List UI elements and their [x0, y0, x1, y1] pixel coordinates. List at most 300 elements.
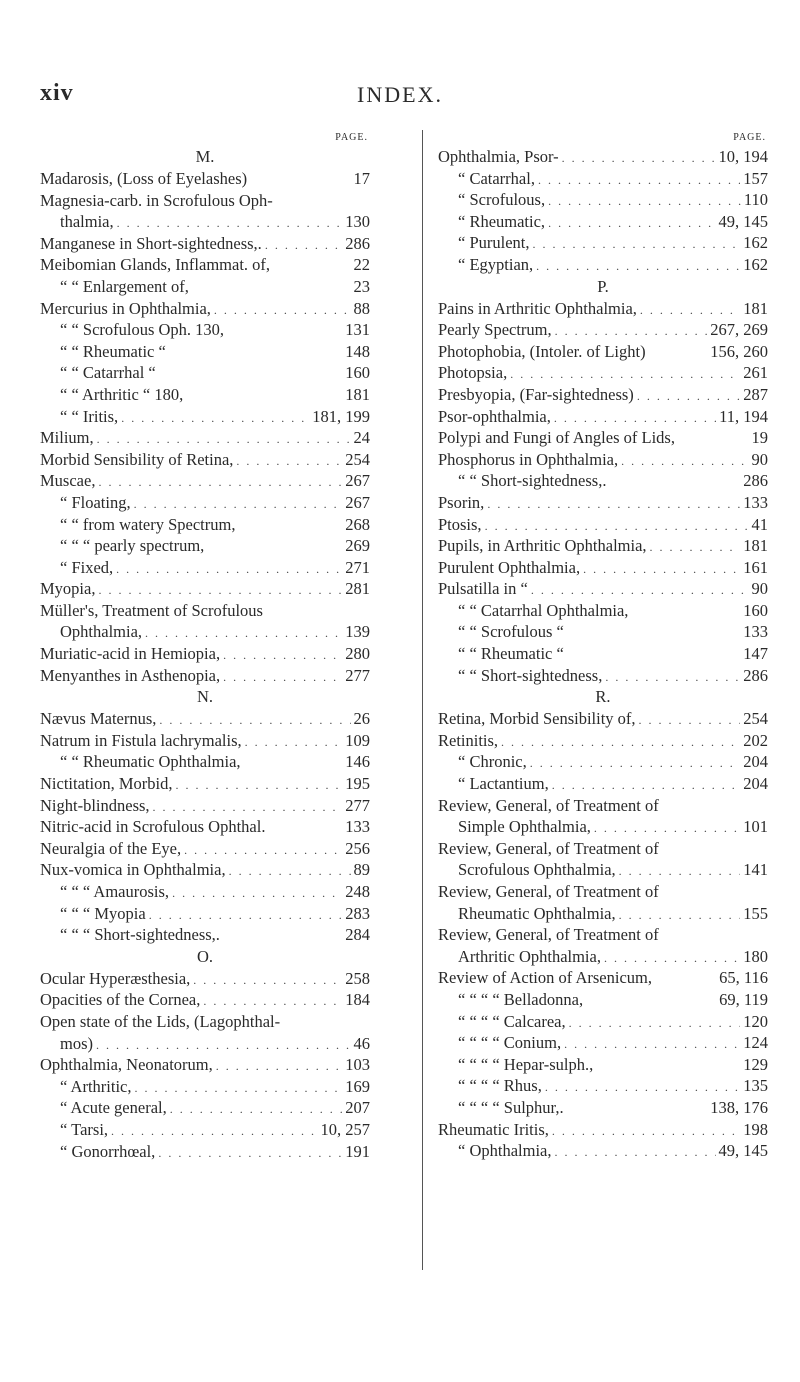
entry-title: Pupils, in Arthritic Ophthalmia,	[438, 536, 647, 556]
dot-leader	[621, 451, 748, 473]
page-reference: 129	[743, 1054, 768, 1074]
index-entry	[40, 254, 370, 276]
page-reference: 139	[345, 622, 370, 642]
entry-title: Phosphorus in Ophthalmia,	[438, 449, 619, 469]
page-reference: 204	[743, 752, 768, 772]
index-entry	[438, 903, 768, 925]
entry-title: “ “ Enlargement of,	[60, 276, 189, 296]
index-entry	[40, 535, 370, 557]
page-reference: 10, 257	[320, 1119, 370, 1139]
entry-title: “ “ “ Amaurosis,	[60, 882, 170, 901]
entry-title: “ “ Scrofulous Oph. 130,	[60, 320, 225, 340]
index-entry	[438, 1075, 768, 1097]
index-entry	[40, 838, 370, 860]
page-reference: 286	[743, 665, 768, 685]
entry-title: “ “ Short-sightedness,.	[458, 471, 607, 491]
entry-title: Ophthalmia,	[60, 622, 143, 642]
index-entry	[40, 557, 370, 579]
entry-title: Polypi and Fungi of Angles of Lids,	[438, 428, 675, 448]
page-reference: 19	[751, 428, 768, 448]
entry-title: “ “ Scrofulous “	[458, 622, 564, 642]
index-entry	[40, 492, 370, 514]
entry-title: Review, General, of Treatment of	[438, 838, 659, 858]
page-reference: 191	[345, 1141, 370, 1161]
entry-title: “ Rheumatic,	[458, 211, 546, 231]
index-entry	[438, 254, 768, 276]
entry-title: Pearly Spectrum,	[438, 320, 552, 340]
index-entry	[438, 643, 768, 665]
index-entry	[438, 1119, 768, 1141]
section-letter: R.	[595, 687, 611, 707]
index-entry	[40, 168, 370, 190]
dot-leader	[214, 300, 351, 322]
index-entry	[438, 146, 768, 168]
index-entry	[40, 621, 370, 643]
entry-title: “ “ Catarrhal “	[60, 363, 156, 383]
index-entry	[438, 989, 768, 1011]
page-reference: 277	[345, 795, 370, 815]
page-reference: 181	[345, 384, 370, 404]
index-entry	[40, 190, 370, 212]
entry-title: “ Catarrhal,	[458, 168, 535, 188]
page-reference: 271	[345, 557, 370, 577]
dot-leader	[265, 235, 342, 257]
entry-title: Mercurius in Ophthalmia,	[40, 298, 211, 318]
entry-title: Photopsia,	[438, 363, 508, 383]
page-reference: 184	[345, 990, 370, 1010]
entry-title: Pulsatilla in “	[438, 579, 528, 599]
page-reference: 103	[345, 1055, 370, 1075]
entry-title: Neuralgia of the Eye,	[40, 838, 182, 858]
index-entry	[438, 1140, 768, 1162]
dot-leader	[510, 364, 740, 386]
dot-leader	[545, 1077, 740, 1099]
dot-leader	[562, 148, 716, 170]
index-entry	[40, 276, 370, 298]
entry-title: Presbyopia, (Far-sightedness)	[438, 384, 634, 404]
entry-title: “ “ “ Myopia	[60, 903, 146, 923]
index-entry	[40, 449, 370, 471]
index-entry	[40, 730, 370, 752]
entry-title: Purulent Ophthalmia,	[438, 557, 581, 577]
dot-leader	[145, 623, 342, 645]
index-entry	[438, 967, 768, 989]
page-reference: 280	[345, 644, 370, 664]
dot-leader	[552, 1121, 740, 1143]
dot-leader	[158, 1143, 342, 1165]
entry-title: Rheumatic Ophthalmia,	[458, 903, 616, 923]
entry-title: “ “ “ pearly spectrum,	[60, 536, 205, 556]
dot-leader	[555, 321, 708, 343]
index-entry	[438, 427, 768, 449]
entry-title: “ “ Arthritic “ 180,	[60, 384, 184, 404]
column-divider	[422, 130, 423, 1270]
index-entry	[438, 298, 768, 320]
entry-title: Nitric-acid in Scrofulous Ophthal.	[40, 817, 266, 837]
index-entry	[40, 578, 370, 600]
page-reference: 162	[743, 233, 768, 253]
section-letter: M.	[195, 147, 215, 166]
index-entry	[438, 232, 768, 254]
dot-leader	[236, 451, 342, 473]
entry-title: Myopia,	[40, 579, 96, 599]
index-entry	[438, 816, 768, 838]
page-reference: 269	[345, 536, 370, 556]
dot-leader	[175, 775, 342, 797]
dot-leader	[487, 494, 740, 516]
dot-leader	[485, 516, 749, 538]
entry-title: “ “ “ “ Calcarea,	[458, 1011, 566, 1031]
page-column-heading: PAGE.	[335, 132, 368, 143]
index-entry	[438, 470, 768, 492]
page-reference: 69, 119	[719, 989, 768, 1009]
page-reference: 195	[345, 774, 370, 794]
page-reference: 268	[345, 514, 370, 534]
entry-title: “ Ophthalmia,	[458, 1141, 552, 1161]
entry-title: “ Gonorrhœal,	[60, 1141, 156, 1161]
entry-title: Photophobia, (Intoler. of Light)	[438, 341, 646, 361]
page-reference: 286	[345, 233, 370, 253]
page-reference: 130	[345, 212, 370, 232]
index-entry	[438, 859, 768, 881]
page-reference: 181, 199	[312, 406, 370, 426]
dot-leader	[153, 797, 343, 819]
index-entry	[438, 319, 768, 341]
page-number: xiv	[40, 80, 74, 106]
entry-title: “ Arthritic,	[60, 1076, 132, 1096]
dot-leader	[650, 537, 741, 559]
dot-leader	[554, 408, 716, 430]
page-reference: 120	[743, 1011, 768, 1031]
dot-leader	[554, 1142, 715, 1164]
dot-leader	[583, 559, 740, 581]
index-entry	[438, 557, 768, 579]
index-entry	[40, 1054, 370, 1076]
dot-leader	[530, 753, 741, 775]
page-reference: 162	[743, 254, 768, 274]
entry-title: “ “ Rheumatic Ophthalmia,	[60, 752, 241, 772]
entry-title: “ Purulent,	[458, 233, 530, 253]
dot-leader	[531, 580, 749, 602]
index-entry	[438, 211, 768, 233]
page-reference: 11, 194	[719, 406, 768, 426]
page-reference: 181	[743, 536, 768, 556]
page-reference: 26	[353, 709, 370, 729]
page-reference: 141	[743, 860, 768, 880]
page-reference: 49, 145	[718, 1141, 768, 1161]
page-column-heading: PAGE.	[733, 132, 766, 143]
index-entry	[40, 968, 370, 990]
page-reference: 148	[345, 341, 370, 361]
index-entry	[438, 384, 768, 406]
page-reference: 254	[345, 449, 370, 469]
entry-title: Manganese in Short-sightedness,.	[40, 233, 262, 253]
entry-title: “ “ Rheumatic “	[60, 341, 166, 361]
dot-leader	[533, 234, 741, 256]
entry-title: Retinitis,	[438, 730, 499, 750]
page-reference: 133	[743, 492, 768, 512]
index-entry	[438, 535, 768, 557]
index-entry	[40, 211, 370, 233]
page-reference: 180	[743, 946, 768, 966]
index-entry	[438, 189, 768, 211]
dot-leader	[548, 191, 741, 213]
dot-leader	[97, 429, 351, 451]
page-reference: 23	[353, 276, 370, 296]
dot-leader	[216, 1056, 342, 1078]
index-entry	[40, 427, 370, 449]
page-reference: 101	[743, 817, 768, 837]
index-entry	[40, 406, 370, 428]
entry-title: Arthritic Ophthalmia,	[458, 946, 601, 966]
index-entry	[438, 449, 768, 471]
index-entry	[438, 1054, 768, 1076]
index-entry	[438, 1032, 768, 1054]
dot-leader	[605, 667, 740, 689]
entry-title: Review, General, of Treatment of	[438, 795, 659, 815]
entry-title: Opacities of the Cornea,	[40, 990, 201, 1010]
page-reference: 267	[345, 471, 370, 491]
dot-leader	[184, 840, 342, 862]
entry-title: Menyanthes in Asthenopia,	[40, 665, 221, 685]
entry-title: Müller's, Treatment of Scrofulous	[40, 600, 263, 620]
page-reference: 287	[743, 384, 768, 404]
dot-leader	[604, 948, 740, 970]
entry-title: Morbid Sensibility of Retina,	[40, 449, 234, 469]
entry-title: mos)	[60, 1033, 93, 1053]
index-entry	[40, 1011, 370, 1033]
index-entry	[40, 859, 370, 881]
entry-title: Ocular Hyperæsthesia,	[40, 968, 191, 988]
index-entry	[40, 298, 370, 320]
index-entry	[438, 1011, 768, 1033]
index-entry	[438, 838, 768, 860]
section-letter: P.	[597, 276, 609, 296]
entry-title: Milium,	[40, 428, 94, 448]
page-reference: 24	[353, 428, 370, 448]
page-reference: 124	[743, 1033, 768, 1053]
page-reference: 10, 194	[718, 147, 768, 166]
index-entry	[438, 946, 768, 968]
dot-leader	[640, 300, 740, 322]
dot-leader	[98, 472, 342, 494]
dot-leader	[134, 494, 343, 516]
page-reference: 254	[743, 709, 768, 729]
entry-title: “ “ Iritis,	[60, 406, 119, 426]
index-entry	[40, 319, 370, 341]
entry-title: Retina, Morbid Sensibility of,	[438, 709, 636, 729]
entry-title: Open state of the Lids, (Lagophthal-	[40, 1011, 281, 1031]
entry-title: “ Chronic,	[458, 752, 527, 772]
index-entry	[438, 708, 768, 730]
entry-title: “ “ “ “ Sulphur,.	[458, 1097, 564, 1117]
page-reference: 157	[743, 168, 768, 188]
page-reference: 281	[345, 579, 370, 599]
page-reference: 110	[743, 190, 768, 210]
entry-title: “ Egyptian,	[458, 254, 534, 274]
entry-title: “ Floating,	[60, 492, 131, 512]
index-entry	[40, 989, 370, 1011]
page-reference: 90	[751, 449, 768, 469]
index-entry	[40, 795, 370, 817]
page-reference: 89	[353, 860, 370, 880]
page-reference: 135	[743, 1076, 768, 1096]
entry-title: “ “ “ “ Hepar-sulph.,	[458, 1054, 594, 1074]
dot-leader	[223, 667, 342, 689]
entry-title: “ “ “ “ Conium,	[458, 1033, 562, 1053]
page-reference: 46	[353, 1033, 370, 1053]
entry-title: “ Fixed,	[60, 557, 114, 577]
index-entry	[438, 341, 768, 363]
index-entry	[40, 773, 370, 795]
index-entry	[40, 384, 370, 406]
page-reference: 109	[345, 730, 370, 750]
index-entry	[438, 168, 768, 190]
dot-leader	[203, 991, 342, 1013]
index-entry	[40, 1076, 370, 1098]
page-reference: 90	[751, 579, 768, 599]
index-entry	[40, 1097, 370, 1119]
index-entry	[438, 362, 768, 384]
dot-leader	[96, 1035, 351, 1057]
entry-title: Night-blindness,	[40, 795, 150, 815]
dot-leader	[149, 905, 343, 927]
index-entry	[438, 730, 768, 752]
dot-leader	[116, 559, 342, 581]
entry-title: “ “ from watery Spectrum,	[60, 514, 236, 534]
index-entry	[40, 708, 370, 730]
dot-leader	[229, 861, 351, 883]
entry-title: “ “ “ “ Rhus,	[458, 1076, 542, 1096]
entry-title: Muscae,	[40, 471, 96, 491]
dot-leader	[159, 710, 350, 732]
dot-leader	[538, 170, 740, 192]
page-reference: 160	[743, 600, 768, 620]
dot-leader	[569, 1013, 741, 1035]
entry-title: “ “ Catarrhal Ophthalmia,	[458, 600, 629, 620]
dot-leader	[223, 645, 342, 667]
index-entry	[438, 881, 768, 903]
dot-leader	[639, 710, 741, 732]
index-entry	[438, 665, 768, 687]
index-entry	[40, 1141, 370, 1163]
index-entry	[40, 233, 370, 255]
index-entry	[438, 600, 768, 622]
entry-title: Scrofulous Ophthalmia,	[458, 860, 616, 880]
right-column	[438, 130, 768, 1162]
page-reference: 207	[345, 1098, 370, 1118]
entry-title: Review, General, of Treatment of	[438, 882, 659, 901]
index-entry	[40, 514, 370, 536]
entry-title: Meibomian Glands, Inflammat. of,	[40, 255, 271, 275]
index-entry	[438, 773, 768, 795]
page-reference: 284	[345, 925, 370, 945]
page-reference: 131	[345, 320, 370, 340]
index-entry	[40, 816, 370, 838]
page-reference: 65, 116	[719, 968, 768, 988]
index-entry	[40, 1033, 370, 1055]
page-reference: 156, 260	[710, 341, 768, 361]
index-entry	[40, 924, 370, 946]
index-entry	[40, 665, 370, 687]
entry-title: Natrum in Fistula lachrymalis,	[40, 730, 242, 750]
entry-title: Magnesia-carb. in Scrofulous Oph-	[40, 190, 273, 210]
page-reference: 41	[751, 514, 768, 534]
page-reference: 22	[353, 255, 370, 275]
index-entry	[438, 1097, 768, 1119]
dot-leader	[172, 883, 342, 905]
entry-title: thalmia,	[60, 212, 114, 232]
entry-title: Nictitation, Morbid,	[40, 774, 173, 794]
dot-leader	[117, 213, 343, 235]
dot-leader	[121, 408, 309, 430]
page-reference: 267, 269	[710, 320, 768, 340]
entry-title: Psor-ophthalmia,	[438, 406, 551, 426]
dot-leader	[111, 1121, 317, 1143]
entry-title: Review, General, of Treatment of	[438, 925, 659, 945]
index-entry	[438, 621, 768, 643]
index-entry	[40, 1119, 370, 1141]
page-reference: 256	[345, 838, 370, 858]
page-reference: 160	[345, 363, 370, 383]
page-reference: 88	[353, 298, 370, 318]
index-entry	[40, 362, 370, 384]
dot-leader	[637, 386, 740, 408]
entry-title: Muriatic-acid in Hemiopia,	[40, 644, 221, 664]
dot-leader	[98, 580, 342, 602]
entry-title: Simple Ophthalmia,	[458, 817, 591, 837]
dot-leader	[134, 1078, 342, 1100]
page-reference: 169	[345, 1076, 370, 1096]
entry-title: “ “ Rheumatic “	[458, 644, 564, 664]
entry-title: “ “ “ “ Belladonna,	[458, 989, 584, 1009]
page-reference: 204	[743, 774, 768, 794]
dot-leader	[170, 1099, 343, 1121]
page-reference: 258	[345, 968, 370, 988]
dot-leader	[501, 732, 740, 754]
entry-title: Ptosis,	[438, 514, 482, 534]
page-reference: 202	[743, 730, 768, 750]
entry-title: Rheumatic Iritis,	[438, 1119, 549, 1139]
page-reference: 133	[743, 622, 768, 642]
entry-title: Nux-vomica in Ophthalmia,	[40, 860, 226, 880]
index-entry	[438, 795, 768, 817]
left-column	[40, 130, 370, 1162]
page-reference: 155	[743, 903, 768, 923]
entry-title: “ “ Short-sightedness,	[458, 665, 603, 685]
page-reference: 146	[345, 752, 370, 772]
page-reference: 286	[743, 471, 768, 491]
index-entry	[40, 751, 370, 773]
entry-title: “ Acute general,	[60, 1098, 167, 1118]
entry-title: Psorin,	[438, 492, 485, 512]
index-entry	[40, 470, 370, 492]
dot-leader	[552, 775, 741, 797]
index-entry	[438, 924, 768, 946]
dot-leader	[619, 905, 741, 927]
entry-title: “ Scrofulous,	[458, 190, 546, 210]
dot-leader	[594, 818, 740, 840]
page-reference: 261	[743, 363, 768, 383]
index-entry	[438, 406, 768, 428]
index-entry	[40, 903, 370, 925]
section-letter: O.	[196, 946, 214, 966]
index-entry	[40, 881, 370, 903]
section-letter: N.	[196, 687, 214, 707]
entry-title: Ophthalmia, Neonatorum,	[40, 1055, 213, 1075]
page-reference: 133	[345, 817, 370, 837]
dot-leader	[548, 213, 715, 235]
